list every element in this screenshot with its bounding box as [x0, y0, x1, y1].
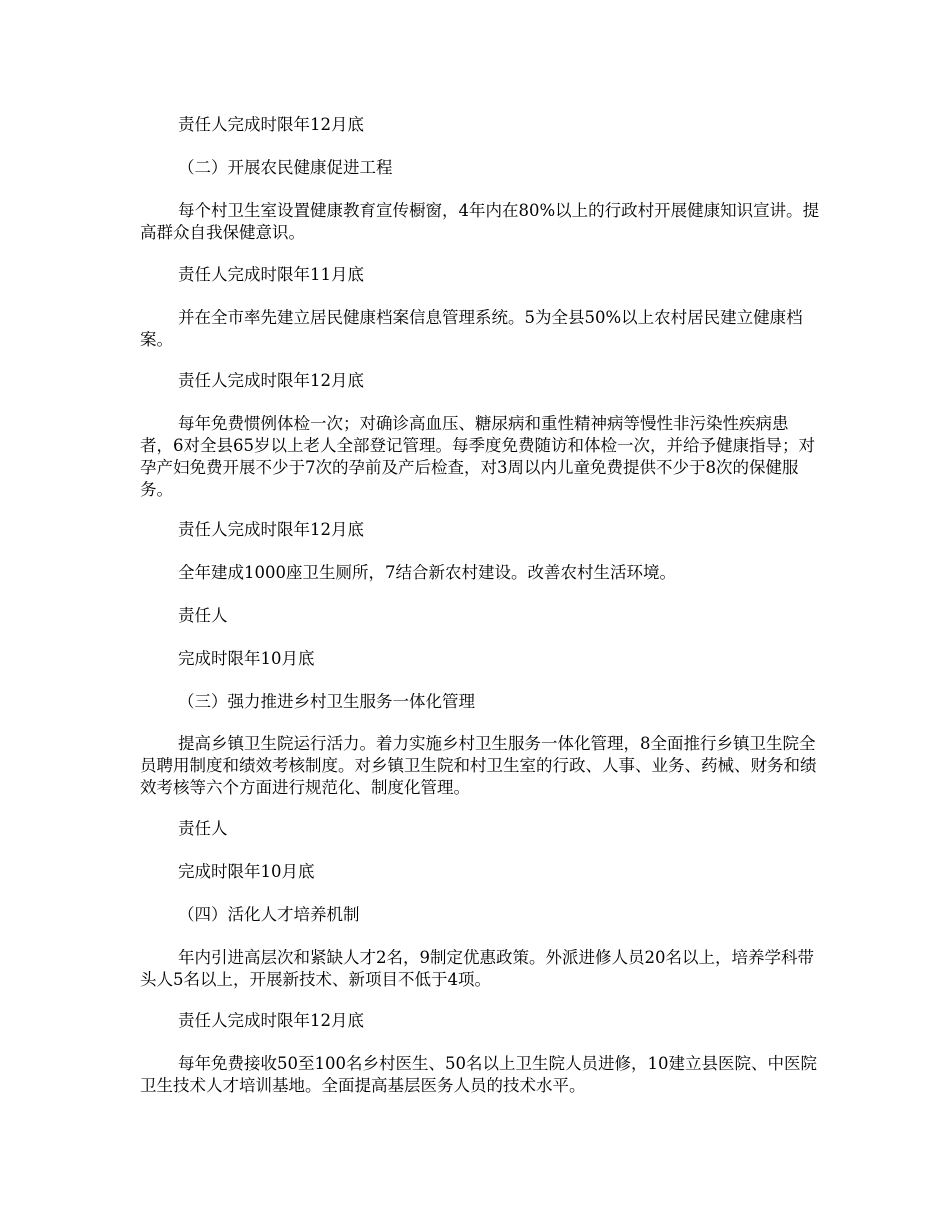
body-paragraph-physical-exam: 每年免费惯例体检一次；对确诊高血压、糖尿病和重性精神病等慢性非污染性疾病患者，6对全县65岁以上老人全部登记管理。每季度免费随访和体检一次，并给予健康指导；对孕产妇免费开展不少于7次的孕前及产后检查，对3周以内儿童免费提供不少于8次的保健服务。 — [140, 414, 815, 499]
responsibility-line-2: 责任人完成时限年11月底 — [178, 265, 364, 284]
responsibility-line-4: 责任人完成时限年12月底 — [178, 520, 364, 539]
deadline-line-1: 完成时限年10月底 — [178, 649, 315, 668]
responsibility-line-3: 责任人完成时限年12月底 — [178, 371, 364, 390]
responsibility-line-5: 责任人完成时限年12月底 — [178, 1011, 364, 1030]
responsibility-line-1: 责任人完成时限年12月底 — [178, 115, 364, 134]
section-heading-2: （二）开展农民健康促进工程 — [178, 158, 393, 177]
body-paragraph-health-education: 每个村卫生室设置健康教育宣传橱窗，4年内在80%以上的行政村开展健康知识宣讲。提高群众自我保健意识。 — [140, 201, 820, 242]
deadline-line-2: 完成时限年10月底 — [178, 862, 315, 881]
section-heading-4: （四）活化人才培养机制 — [178, 905, 360, 924]
body-paragraph-talent: 年内引进高层次和紧缺人才2名，9制定优惠政策。外派进修人员20名以上，培养学科带头人5名以上，开展新技术、新项目不低于4项。 — [140, 948, 814, 989]
body-paragraph-health-records: 并在全市率先建立居民健康档案信息管理系统。5为全县50%以上农村居民建立健康档案。 — [140, 308, 803, 349]
responsibility-label-2: 责任人 — [178, 819, 228, 838]
responsibility-label-1: 责任人 — [178, 606, 228, 625]
body-paragraph-sanitation: 全年建成1000座卫生厕所，7结合新农村建设。改善农村生活环境。 — [178, 563, 676, 582]
body-paragraph-training: 每年免费接收50至100名乡村医生、50名以上卫生院人员进修，10建立县医院、中医院卫生技术人才培训基地。全面提高基层医务人员的技术水平。 — [140, 1054, 817, 1095]
section-heading-3: （三）强力推进乡村卫生服务一体化管理 — [178, 692, 475, 711]
body-paragraph-integration: 提高乡镇卫生院运行活力。着力实施乡村卫生服务一体化管理，8全面推行乡镇卫生院全员聘用制度和绩效考核制度。对乡镇卫生院和村卫生室的行政、人事、业务、药械、财务和绩效考核等六个方面进行规范化、制度化管理。 — [140, 734, 817, 797]
